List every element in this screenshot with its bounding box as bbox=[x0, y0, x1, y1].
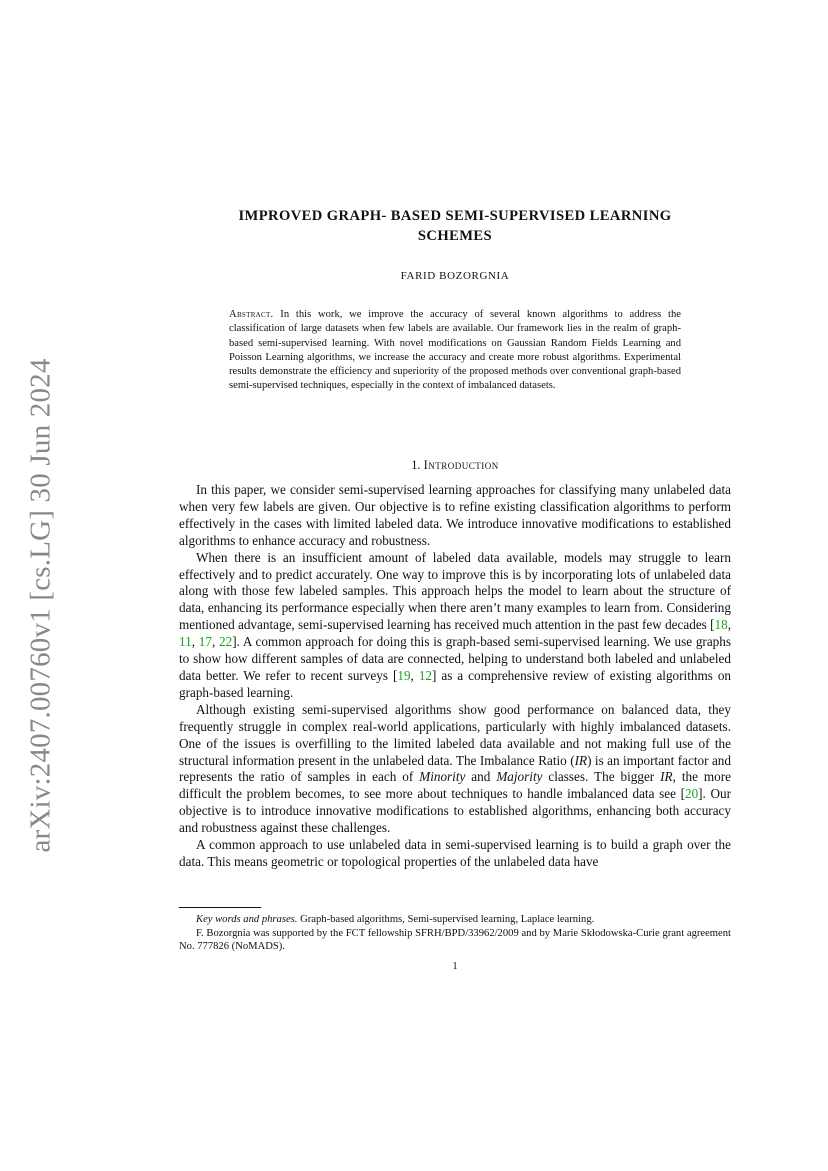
paper-title bbox=[180, 206, 730, 246]
author-name: FARID BOZORGNIA bbox=[400, 270, 510, 282]
footnote-keywords bbox=[179, 913, 731, 927]
paragraph-3-text-e: ]. Our objective is to introduce innovative modifications to established algorithms, enhancing both accuracy and robustness against these challenges. bbox=[179, 786, 731, 836]
body-text bbox=[179, 482, 731, 871]
majority-term: Majority bbox=[496, 769, 543, 785]
page-number: 1 bbox=[452, 961, 458, 972]
paragraph-3 bbox=[179, 702, 731, 837]
paragraph-3-text-a: Although existing semi-supervised algorithms show good performance on balanced data, they frequently struggle in complex real-world applications, particularly with highly imbalanced datasets. One of the issues is overfilling to the limited labeled data available and not making full use of the structural information present in the unlabeled data. The Imbalance Ratio ( bbox=[179, 701, 731, 768]
section-number: 1. bbox=[411, 458, 421, 472]
arxiv-identifier: arXiv:2407.00760v1 [cs.LG] 30 Jun 2024 bbox=[24, 357, 57, 853]
paragraph-2: When there is an insufficient amount of labeled data available, models may struggle to learn effectively and to predict accurately. One way to improve this is by incorporating lots of unlabeled data along with those few labeled samples. This approach helps the model to learn about the structure of data, enhancing its performance especially when there aren’t many examples to learn from. Considering mentioned advantage, semi-supervised learning has received much attention in the past few decades [18, 11, 17, 22]. A common approach for doing this is graph-based semi-supervised learning. We use graphs to show how different samples of data are connected, helping to understand both labeled and unlabeled data better. We refer to recent surveys [19, 12] as a comprehensive review of existing algorithms on graph-based learning. bbox=[179, 549, 732, 700]
citation-11[interactable]: 11 bbox=[179, 634, 192, 650]
citation-19[interactable]: 19 bbox=[397, 667, 411, 683]
arxiv-side-stamp bbox=[21, 357, 61, 853]
citation-22[interactable]: 22 bbox=[219, 634, 233, 650]
citation-17[interactable]: 17 bbox=[198, 634, 212, 650]
footnotes bbox=[179, 913, 731, 954]
paragraph-2-text-c: ] as a comprehensive review of existing algorithms on graph-based learning. bbox=[179, 667, 732, 700]
keywords-label: Key words and phrases. bbox=[196, 914, 298, 925]
abstract-text: In this work, we improve the accuracy of several known algorithms to address the classification of large datasets when few labels are available. Our framework lies in the realm of graph-based semi-supervised learning. With novel modifications on Gaussian Random Fields Learning and Poisson Learning algorithms, we increase the accuracy and create more robust algorithms. Experimental results demonstrate the efficiency and superiority of the proposed methods over conventional graph-based semi-supervised techniques, especially in the context of imbalanced datasets. bbox=[229, 309, 682, 392]
section-title: Introduction bbox=[423, 458, 499, 472]
section-heading bbox=[180, 458, 730, 473]
footnote-rule bbox=[179, 907, 261, 908]
paragraph-3-text-c: classes. The bigger bbox=[542, 769, 661, 785]
paragraph-4: A common approach to use unlabeled data in semi-supervised learning is to build a graph over the data. This means geometric or topological properties of the unlabeled data have bbox=[179, 837, 731, 869]
title-line-1: IMPROVED GRAPH- BASED SEMI-SUPERVISED LEARNING bbox=[238, 208, 672, 224]
paragraph-2-text-a: When there is an insufficient amount of labeled data available, models may struggle to learn effectively and to predict accurately. One way to improve this is by incorporating lots of unlabeled data along with those few labeled samples. This approach helps the model to learn about the structure of data, enhancing its performance especially when there aren’t many examples to learn from. Considering mentioned advantage, semi-supervised learning has received much attention in the past few decades [ bbox=[179, 549, 731, 633]
paragraph-1: In this paper, we consider semi-supervised learning approaches for classifying many unlabeled data when very few labels are given. Our objective is to refine existing classification algorithms to perform effectively in the cases with limited labeled data. We introduce innovative modifications to established algorithms to enhance accuracy and robustness. bbox=[179, 482, 731, 548]
paragraph-3-and: and bbox=[465, 769, 497, 785]
abstract bbox=[229, 308, 681, 394]
keywords-text: Graph-based algorithms, Semi-supervised learning, Laplace learning. bbox=[300, 914, 595, 925]
footnote-support: F. Bozorgnia was supported by the FCT fellowship SFRH/BPD/33962/2009 and by Marie Skłodowska-Curie grant agreement No. 777826 (NoMADS). bbox=[179, 927, 731, 953]
title-line-2: SCHEMES bbox=[417, 228, 493, 244]
citation-18[interactable]: 18 bbox=[714, 617, 728, 633]
ir-term: IR bbox=[574, 752, 588, 768]
ir-term-2: IR bbox=[660, 769, 673, 785]
abstract-label: Abstract. bbox=[229, 309, 274, 320]
paragraph-3-text-b: ) is an important factor and represents the ratio of samples in each of bbox=[179, 752, 731, 785]
citation-20[interactable]: 20 bbox=[684, 786, 699, 802]
minority-term: Minority bbox=[419, 769, 466, 785]
paragraph-3-text-d: , the more difficult the problem becomes, to see more about techniques to handle imbalanced data see [ bbox=[179, 769, 731, 802]
citation-12[interactable]: 12 bbox=[418, 667, 432, 683]
paragraph-2-text-b: ]. A common approach for doing this is graph-based semi-supervised learning. We use graphs to show how different samples of data are connected, helping to understand both labeled and unlabeled data better. We refer to recent surveys [ bbox=[179, 634, 732, 683]
